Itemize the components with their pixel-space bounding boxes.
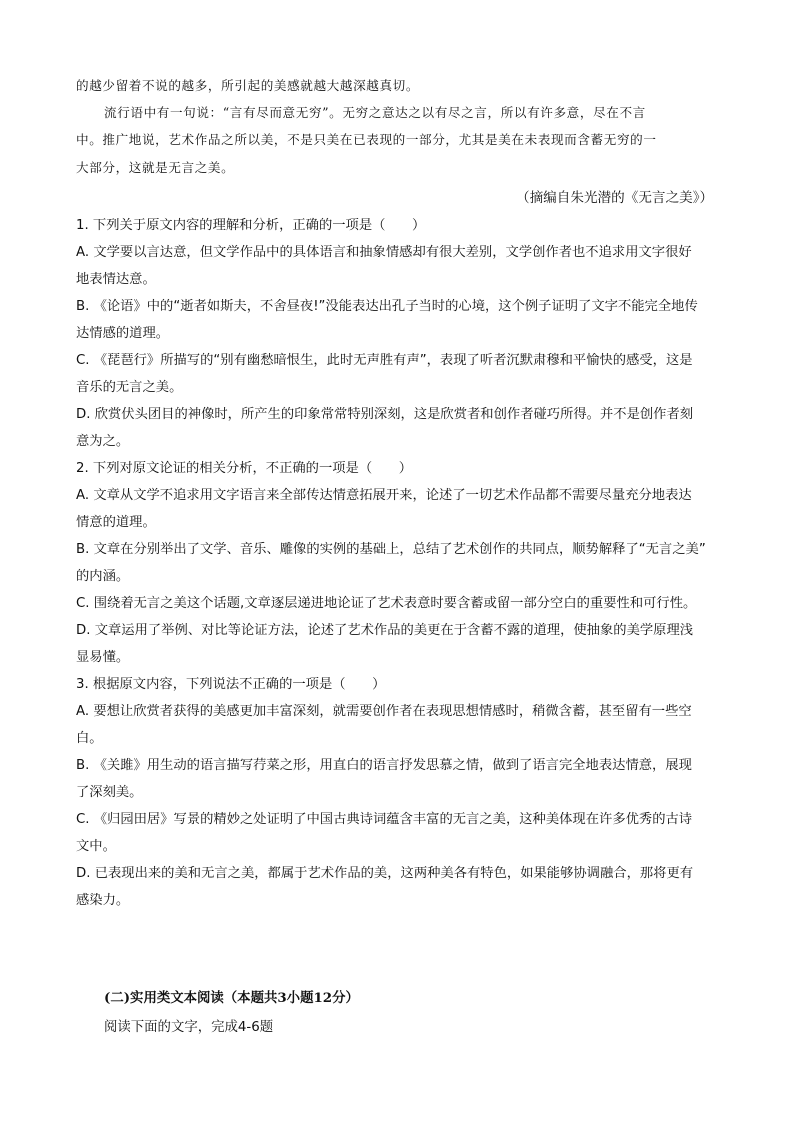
section-heading: (二)实用类文本阅读（本题共3小题12分） <box>104 990 359 1006</box>
question-3-option-b: B. 《关雎》用生动的语言描写荇菜之形，用直白的语言抒发思慕之情，做到了语言完全地表达情意，展现 <box>76 758 692 773</box>
question-3-option-d: D. 已表现出来的美和无言之美，都属于艺术作品的美，这两种美各有特色，如果能够协调融合，那将更有 <box>76 866 694 881</box>
question-1-option-d: D. 欣赏伏头团目的神像时，所产生的印象常常特别深刻，这是欣赏者和创作者碰巧所得。并不是创作者刻 <box>76 407 694 422</box>
question-2-option-c: C. 围绕着无言之美这个话题,文章逐层递进地论证了艺术表意时要含蓄或留一部分空白的重要性和可行性。 <box>76 596 697 611</box>
question-1-option-a: A. 文学要以言达意，但文学作品中的具体语言和抽象情感却有很大差别，文学创作者也不追求用文字很好 <box>76 245 692 260</box>
question-2-stem: 2. 下列对原文论证的相关分析，不正确的一项是（ ） <box>76 461 413 476</box>
question-2-option-d: D. 文章运用了举例、对比等论证方法，论述了艺术作品的美更在于含蓄不露的道理，使抽象的美学原理浅 <box>76 623 694 638</box>
passage-line: 大部分，这就是无言之美。 <box>76 160 235 175</box>
question-1-option-d-cont: 意为之。 <box>76 434 130 449</box>
question-3-option-d-cont: 感染力。 <box>76 893 130 908</box>
question-3-option-c: C. 《归园田居》写景的精妙之处证明了中国古典诗词蕴含丰富的无言之美，这种美体现在许多优秀的古诗 <box>76 812 693 827</box>
passage-line: 的越少留着不说的越多，所引起的美感就越大越深越真切。 <box>76 78 420 93</box>
question-2-option-a-cont: 情意的道理。 <box>76 515 156 530</box>
question-3-option-a-cont: 白。 <box>76 731 103 746</box>
question-3-stem: 3. 根据原文内容，下列说法不正确的一项是（ ） <box>76 677 386 692</box>
passage-source: （摘编自朱光潜的《无言之美》） <box>516 190 714 206</box>
passage-line: 中。推广地说，艺术作品之所以美，不是只美在已表现的一部分，尤其是美在未表现而含蓄无穷的一 <box>76 132 657 147</box>
question-2-option-b: B. 文章在分别举出了文学、音乐、雕像的实例的基础上，总结了艺术创作的共同点，顺势解释了“无言之美” <box>76 542 706 557</box>
question-3-option-a: A. 要想让欣赏者获得的美感更加丰富深刻，就需要创作者在表现思想情感时，稍微含蓄，甚至留有一些空 <box>76 704 692 719</box>
question-1-option-b-cont: 达情感的道理。 <box>76 326 170 341</box>
passage-line: 流行语中有一句说：“言有尽而意无穷”。无穷之意达之以有尽之言，所以有许多意，尽在不言 <box>104 105 646 120</box>
question-3-option-b-cont: 了深刻美。 <box>76 785 143 800</box>
question-2-option-d-cont: 显易懂。 <box>76 650 130 665</box>
section-intro: 阅读下面的文字，完成4-6题 <box>104 1020 274 1035</box>
question-2-option-b-cont: 的内涵。 <box>76 569 130 584</box>
question-1-option-c: C. 《琵琶行》所描写的“别有幽愁暗恨生，此时无声胜有声”，表现了听者沉默肃穆和平愉快的感受，这是 <box>76 353 693 368</box>
question-3-option-c-cont: 文中。 <box>76 839 116 854</box>
question-1-option-b: B. 《论语》中的“逝者如斯夫，不舍昼夜!”没能表达出孔子当时的心境，这个例子证明了文字不能完全地传 <box>76 299 698 314</box>
question-1-option-a-cont: 地表情达意。 <box>76 272 156 287</box>
question-1-option-c-cont: 音乐的无言之美。 <box>76 380 183 395</box>
question-1-stem: 1. 下列关于原文内容的理解和分析，正确的一项是（ ） <box>76 218 426 233</box>
question-2-option-a: A. 文章从文学不追求用文字语言来全部传达情意拓展开来，论述了一切艺术作品都不需要尽量充分地表达 <box>76 488 692 503</box>
